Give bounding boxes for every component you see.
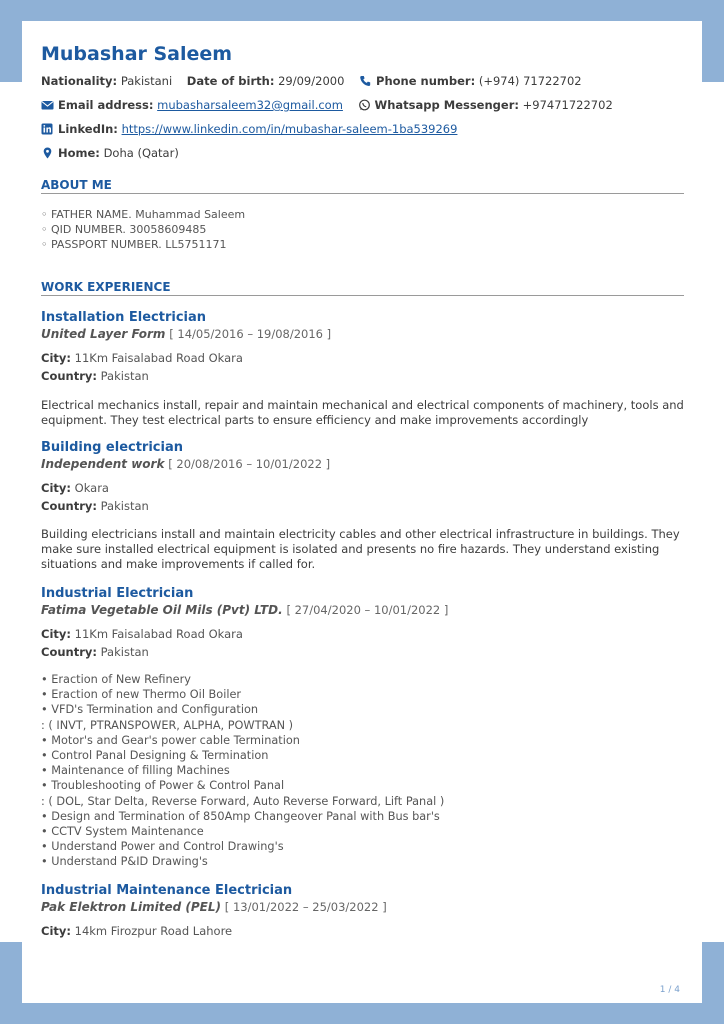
- job-employer-line: [41, 602, 684, 619]
- job-employer-line: [41, 456, 684, 473]
- job-city: Okara: [74, 481, 109, 495]
- duty-item: : ( DOL, Star Delta, Reverse Forward, Auto Reverse Forward, Lift Panal ): [41, 794, 445, 808]
- home-label: Home:: [58, 146, 100, 160]
- job-entry: [41, 440, 684, 572]
- job-country-line: [41, 497, 684, 515]
- dob-label: Date of birth:: [186, 74, 275, 88]
- job-city: 14km Firozpur Road Lahore: [74, 924, 233, 938]
- nationality-label: Nationality:: [41, 74, 118, 88]
- job-title: Industrial Electrician: [41, 586, 194, 601]
- duty-item: • Motor's and Gear's power cable Termination: [41, 733, 300, 747]
- job-duties-list: [41, 672, 684, 870]
- job-country-line: [41, 643, 684, 661]
- job-country: Pakistan: [100, 499, 149, 513]
- job-description: Building electricians install and maintain electricity cables and other electrical infrastructure in buildings. They make sure installed electrical equipment is isolated and presents no fire hazards. They understand existing situations and make improvements if called for.: [41, 527, 680, 571]
- city-label: City:: [41, 351, 71, 365]
- job-entry: [41, 586, 684, 870]
- city-label: City:: [41, 481, 71, 495]
- job-description: Electrical mechanics install, repair and maintain mechanical and electrical components of machinery, tools and equipment. They test electrical parts to ensure efficiency and make improvements accordingly: [41, 398, 684, 427]
- duty-item: • Understand Power and Control Drawing's: [41, 840, 284, 854]
- home-info-line: [41, 146, 179, 160]
- location-pin-icon: [41, 147, 54, 159]
- linkedin-info-line: [41, 122, 457, 136]
- job-dates: [ 13/01/2022 – 25/03/2022 ]: [224, 900, 387, 914]
- job-entry: [41, 883, 684, 940]
- about-list: [41, 207, 245, 252]
- cv-page: [22, 21, 702, 1003]
- whatsapp-value: +97471722702: [522, 98, 613, 112]
- phone-value: (+974) 71722702: [478, 74, 582, 88]
- job-employer: Pak Elektron Limited (PEL): [41, 900, 221, 914]
- about-section-title: ABOUT ME: [41, 178, 684, 194]
- city-label: City:: [41, 627, 71, 641]
- linkedin-icon: [41, 123, 54, 135]
- duty-item: • Maintenance of filling Machines: [41, 764, 230, 778]
- duty-item: : ( INVT, PTRANSPOWER, ALPHA, POWTRAN ): [41, 718, 294, 732]
- duty-item: • Understand P&ID Drawing's: [41, 855, 208, 869]
- phone-icon: [359, 75, 372, 87]
- duty-item: • Design and Termination of 850Amp Changeover Panal with Bus bar's: [41, 809, 440, 823]
- about-item: ◦ PASSPORT NUMBER. LL5751171: [41, 238, 227, 251]
- duty-item: • Troubleshooting of Power & Control Panal: [41, 779, 285, 793]
- country-label: Country:: [41, 499, 97, 513]
- job-city-line: [41, 625, 684, 643]
- job-city-line: [41, 922, 684, 940]
- duty-item: • Control Panal Designing & Termination: [41, 749, 269, 763]
- job-country: Pakistan: [100, 369, 149, 383]
- about-item: ◦ QID NUMBER. 30058609485: [41, 223, 207, 236]
- linkedin-label: LinkedIn:: [58, 122, 118, 136]
- email-label: Email address:: [58, 98, 154, 112]
- email-icon: [41, 99, 54, 111]
- job-employer-line: [41, 326, 684, 343]
- whatsapp-label: Whatsapp Messenger:: [374, 98, 519, 112]
- job-dates: [ 20/08/2016 – 10/01/2022 ]: [168, 457, 331, 471]
- country-label: Country:: [41, 645, 97, 659]
- job-employer: United Layer Form: [41, 327, 166, 341]
- city-label: City:: [41, 924, 71, 938]
- job-dates: [ 14/05/2016 – 19/08/2016 ]: [169, 327, 332, 341]
- job-country: Pakistan: [100, 645, 149, 659]
- job-title: Installation Electrician: [41, 310, 207, 325]
- job-city: 11Km Faisalabad Road Okara: [74, 351, 243, 365]
- job-city-line: [41, 479, 684, 497]
- job-entry: [41, 310, 684, 428]
- page-number: 1 / 4: [659, 985, 680, 995]
- work-section-title: WORK EXPERIENCE: [41, 280, 684, 296]
- duty-item: • Eraction of New Refinery: [41, 673, 191, 686]
- about-item: ◦ FATHER NAME. Muhammad Saleem: [41, 208, 246, 221]
- phone-label: Phone number:: [376, 74, 476, 88]
- duty-item: • VFD's Termination and Configuration: [41, 703, 259, 717]
- job-city-line: [41, 349, 684, 367]
- job-country-line: [41, 367, 684, 385]
- personal-info-line: [41, 74, 582, 88]
- job-city: 11Km Faisalabad Road Okara: [74, 627, 243, 641]
- duty-item: • CCTV System Maintenance: [41, 825, 204, 839]
- job-employer-line: [41, 899, 684, 916]
- job-employer: Independent work: [41, 457, 165, 471]
- contact-info-line: [41, 98, 613, 112]
- candidate-name: Mubashar Saleem: [41, 43, 233, 65]
- linkedin-link[interactable]: https://www.linkedin.com/in/mubashar-saleem-1ba539269: [121, 122, 458, 136]
- job-title: Building electrician: [41, 440, 183, 455]
- whatsapp-icon: [358, 99, 371, 111]
- job-employer: Fatima Vegetable Oil Mils (Pvt) LTD.: [41, 603, 283, 617]
- email-link[interactable]: mubasharsaleem32@gmail.com: [157, 98, 343, 112]
- duty-item: • Eraction of new Thermo Oil Boiler: [41, 688, 242, 702]
- job-dates: [ 27/04/2020 – 10/01/2022 ]: [286, 603, 449, 617]
- dob-value: 29/09/2000: [278, 74, 345, 88]
- nationality-value: Pakistani: [120, 74, 173, 88]
- country-label: Country:: [41, 369, 97, 383]
- job-title: Industrial Maintenance Electrician: [41, 883, 293, 898]
- home-value: Doha (Qatar): [103, 146, 179, 160]
